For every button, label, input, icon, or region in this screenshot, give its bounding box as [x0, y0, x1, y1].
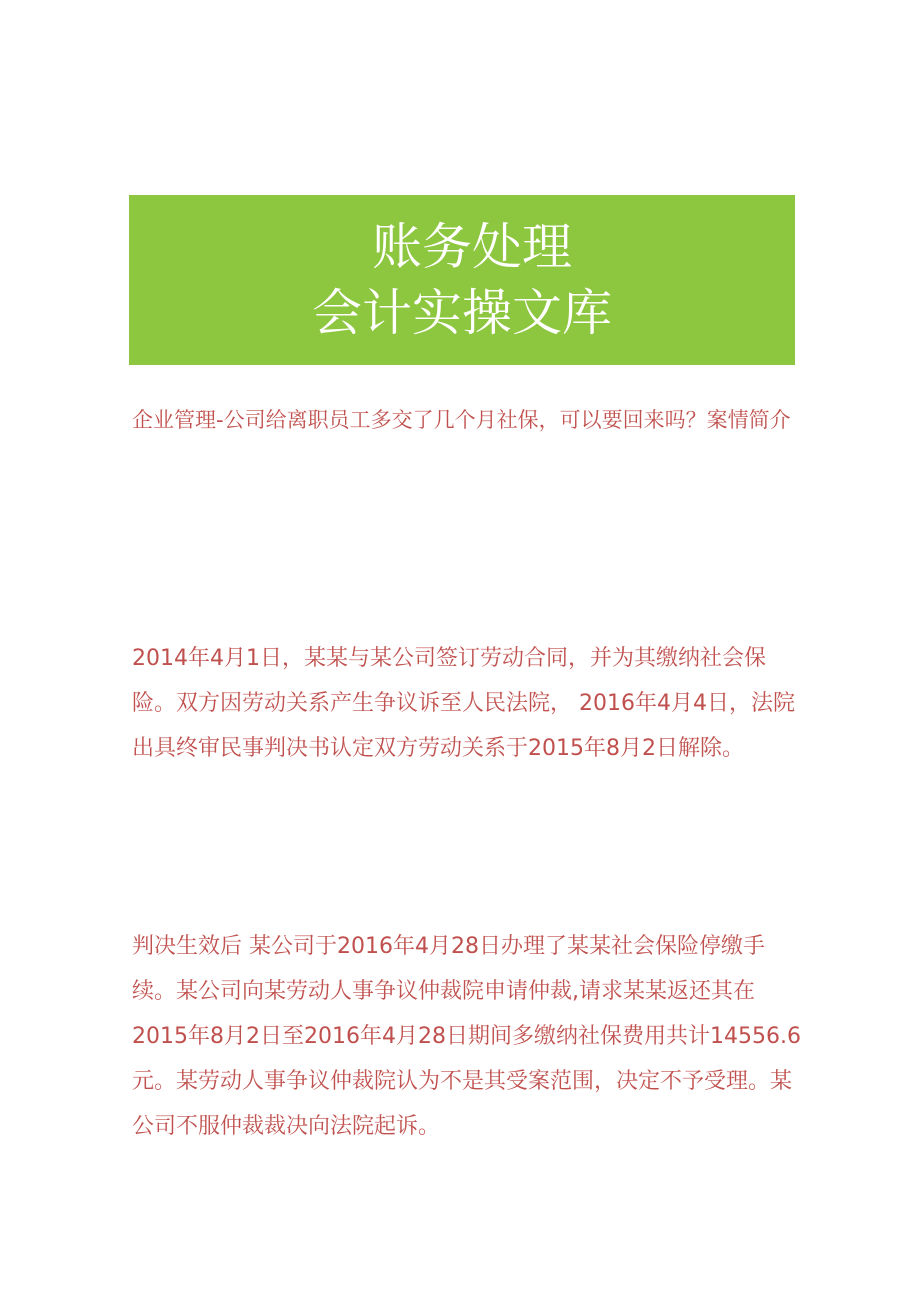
banner-title-line-2: 会计实操文库: [312, 284, 612, 342]
document-heading: 企业管理-公司给离职员工多交了几个月社保，可以要回来吗？案情简介: [132, 408, 791, 432]
paragraph-case-proceedings: 判决生效后 某公司于2016年4月28日办理了某某社会保险停缴手续。某公司向某劳动人事争议仲裁院申请仲裁,请求某某返还其在2015年8月2日至2016年4月28日期间多缴纳社保费用共计14556.6元。某劳动人事争议仲裁院认为不是其受案范围，决定不予受理。某公司不服仲裁裁决向法院起诉。: [132, 934, 801, 1139]
banner-title-line-1: 账务处理: [372, 218, 572, 276]
paragraph-case-background: 2014年4月1日，某某与某公司签订劳动合同，并为其缴纳社会保险。双方因劳动关系产生争议诉至人民法院， 2016年4月4日，法院出具终审民事判决书认定双方劳动关系于2015年8月2日解除。: [132, 646, 795, 761]
title-banner: [129, 195, 795, 365]
